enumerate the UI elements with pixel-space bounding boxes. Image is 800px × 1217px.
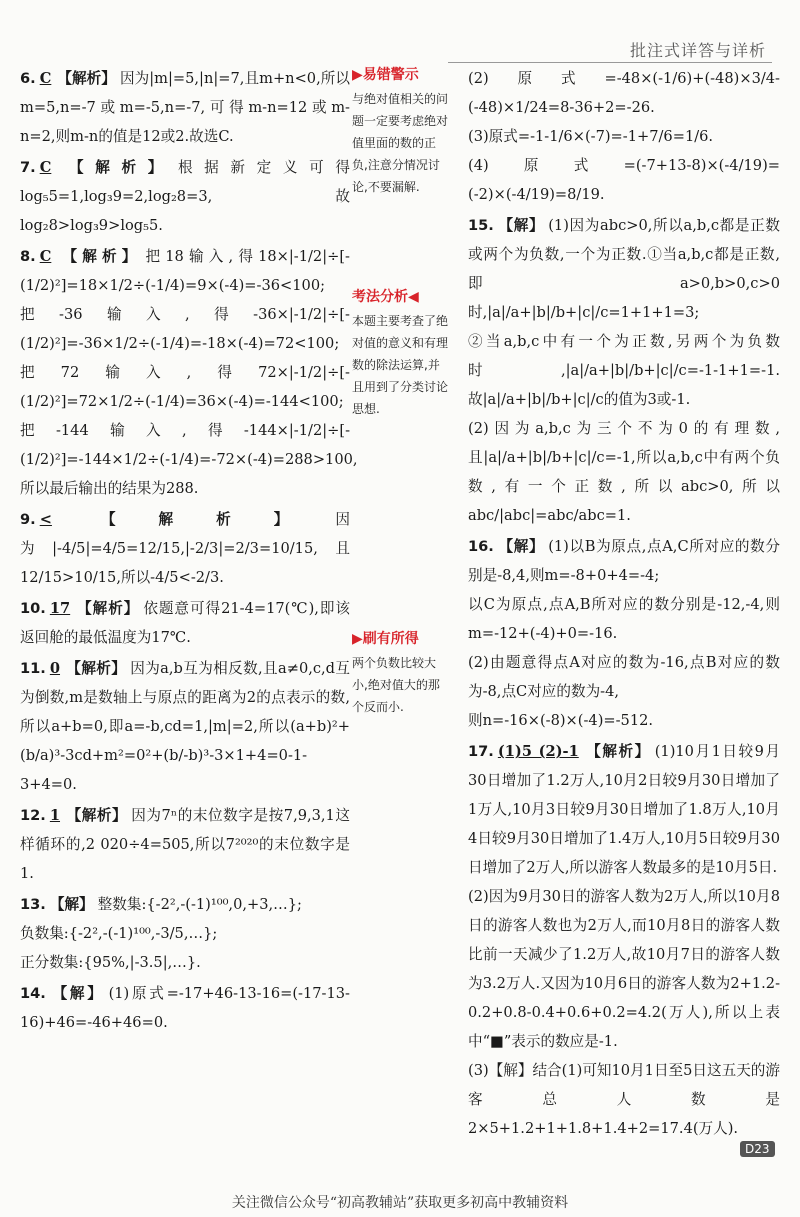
item-tag: 【解析】 — [66, 660, 127, 677]
answer-line — [468, 122, 780, 151]
note-title: 考法分析◀ — [352, 289, 419, 305]
answer-line — [468, 151, 780, 209]
right-column — [468, 64, 780, 1145]
line-text: (2)因为9月30日的游客人数为2万人,所以10月8日的游客人数也为2万人,而10月8日的游客人数比前一天减少了1.2万人,故10月7日的游客人数为3.2万人.又因为10月6日的游客人数为2+1.2-0.2+0.8-0.4+0.6+0.2=4.2(万人),所以上表中“■”表示的数应是-1. — [468, 888, 780, 1050]
line-text: 把18输入,得18×|-1/2|÷[-(1/2)²]=18×1/2÷(-1/4)=9×(-4)=-36<100;把-36输入,得-36×|-1/2|÷[-(1/2)²]=-36×1/2÷(-1/4)=-18×(-4)=72<100;把72输入,得72×|-1/2|÷[-(1/2)²]=72×1/2÷(-1/4)=36×(-4)=-144<100;把-144输入,得-144×|-1/2|÷[-(1/2)²]=-144×1/2÷(-1/4)=-72×(-4)=288>100,所以最后输出的结果为288. — [20, 248, 358, 497]
line-text: 因为a,b互为相反数,且a≠0,c,d互为倒数,m是数轴上与原点的距离为2的点表示的数,所以a+b=0,即a=-b,cd=1,|m|=2,所以(a+b)²+(b/a)³-3cd+m²=0²+(b/-b)³-3×1+4=0-1-3+4=0. — [20, 660, 350, 793]
item-answer: (1)5 (2)-1 — [497, 743, 579, 760]
answer-item — [20, 594, 350, 652]
item-number: 16. — [468, 538, 494, 555]
answer-item — [20, 64, 350, 151]
answer-item — [20, 505, 350, 592]
answer-line — [468, 414, 780, 530]
answer-line — [20, 654, 350, 799]
answer-item — [468, 532, 780, 735]
item-number: 8. — [20, 248, 36, 265]
answer-line — [468, 648, 780, 706]
note-text: 两个负数比较大小,绝对值大的那个反而小. — [352, 656, 440, 714]
answer-line — [20, 153, 350, 240]
item-tag: 【解析】 — [57, 159, 174, 176]
line-text: ②当a,b,c中有一个为正数,另两个为负数时,|a|/a+|b|/b+|c|/c=-1-1+1=-1.故|a|/a+|b|/b+|c|/c的值为3或-1. — [468, 333, 780, 408]
item-number: 14. — [20, 985, 46, 1002]
answer-item — [20, 979, 350, 1037]
item-number: 12. — [20, 807, 46, 824]
answer-line — [468, 64, 780, 122]
item-tag: 【解析】 — [57, 248, 142, 265]
answer-item — [20, 242, 358, 503]
answer-line — [468, 737, 780, 882]
item-answer: 1 — [49, 807, 61, 824]
answer-item — [20, 801, 350, 888]
line-text: 因为|-4/5|=4/5=12/15,|-2/3|=2/3=10/15,且12/15>10/15,所以-4/5<-2/3. — [20, 511, 350, 586]
item-number: 6. — [20, 70, 36, 87]
answer-line — [468, 1056, 780, 1143]
item-number: 9. — [20, 511, 36, 528]
item-answer: C — [39, 248, 52, 265]
line-text: (1)因为abc>0,所以a,b,c都是正数或两个为负数,一个为正数.①当a,b,c都是正数,即a>0,b>0,c>0时,|a|/a+|b|/b+|c|/c=1+1+1=3; — [468, 217, 780, 321]
answer-line — [468, 211, 780, 327]
answer-line — [20, 890, 350, 919]
item-tag: 【解析】 — [66, 807, 128, 824]
answer-line — [20, 242, 358, 503]
answer-line — [20, 979, 350, 1037]
line-text: (2)原式=-48×(-1/6)+(-48)×3/4-(-48)×1/24=8-36+2=-26. — [468, 70, 780, 116]
answer-line — [20, 801, 350, 888]
line-text: (1)原式=-17+46-13-16=(-17-13-16)+46=-46+46=0. — [20, 985, 350, 1031]
line-text: 负数集:{-2²,-(-1)¹⁰⁰,-3/5,…}; — [20, 925, 218, 942]
item-tag: 【解】 — [497, 217, 545, 234]
note-3 — [352, 628, 450, 718]
item-tag: 【解】 — [49, 985, 105, 1002]
page-header-title: 批注式详答与详析 — [629, 41, 766, 60]
item-number: 7. — [20, 159, 36, 176]
answer-line — [20, 948, 350, 977]
line-text: 依题意可得21-4=17(℃),即该返回舱的最低温度为17℃. — [20, 600, 350, 646]
header-divider — [448, 62, 772, 63]
answer-item — [468, 737, 780, 1143]
line-text: (2)因为a,b,c为三个不为0的有理数,且|a|/a+|b|/b+|c|/c=-1,所以a,b,c中有两个负数,有一个正数,所以abc>0,所以abc/|abc|=abc/abc=1. — [468, 420, 780, 524]
line-text: (2)由题意得点A对应的数为-16,点B对应的数为-8,点C对应的数为-4, — [468, 654, 780, 700]
item-tag: 【解析】 — [57, 70, 116, 87]
left-column — [20, 64, 358, 1039]
line-text: (1)10月1日较9月30日增加了1.2万人,10月2日较9月30日增加了1万人,10月3日较9月30日增加了1.8万人,10月4日较9月30日增加了1.4万人,10月5日较9月30日增加了2万人,所以游客人数最多的是10月5日. — [468, 743, 780, 876]
note-1 — [352, 64, 450, 198]
item-tag: 【解析】 — [584, 743, 651, 760]
answer-line — [468, 882, 780, 1056]
answer-line — [20, 919, 350, 948]
line-text: 整数集:{-2²,-(-1)¹⁰⁰,0,+3,…}; — [97, 896, 302, 913]
note-2 — [352, 286, 450, 420]
line-text: 则n=-16×(-8)×(-4)=-512. — [468, 712, 654, 729]
note-title: ▶易错警示 — [352, 67, 419, 83]
item-answer: C — [39, 159, 52, 176]
answer-line — [468, 327, 780, 414]
line-text: 正分数集:{95%,|-3.5|,…}. — [20, 954, 201, 971]
line-text: 因为|m|=5,|n|=7,且m+n<0,所以m=5,n=-7或m=-5,n=-7,可得m-n=12或m-n=2,则m-n的值是12或2.故选C. — [20, 70, 350, 145]
answer-line — [20, 594, 350, 652]
answer-item — [20, 890, 350, 977]
item-tag: 【解析】 — [57, 511, 332, 528]
item-number: 11. — [20, 660, 46, 677]
item-answer: 17 — [49, 600, 71, 617]
answer-line — [468, 590, 780, 648]
note-text: 与绝对值相关的问题一定要考虑绝对值里面的数的正负,注意分情况讨论,不要漏解. — [352, 92, 449, 194]
answer-item — [20, 654, 350, 799]
line-text: (3)【解】结合(1)可知10月1日至5日这五天的游客总人数是2×5+1.2+1+1.8+1.4+2=17.4(万人). — [468, 1062, 780, 1137]
item-number: 15. — [468, 217, 494, 234]
answer-item — [20, 153, 350, 240]
note-title: ▶刷有所得 — [352, 631, 419, 647]
line-text: 根据新定义可得log₅5=1,log₃9=2,log₂8=3,故log₂8>log₃9>log₅5. — [20, 159, 350, 234]
note-text: 本题主要考查了绝对值的意义和有理数的除法运算,并且用到了分类讨论思想. — [352, 314, 449, 416]
item-tag: 【解】 — [49, 896, 94, 913]
item-answer: < — [39, 511, 52, 528]
item-answer: 0 — [49, 660, 61, 677]
item-tag: 【解】 — [497, 538, 545, 555]
line-text: 以C为原点,点A,B所对应的数分别是-12,-4,则m=-12+(-4)+0=-16. — [468, 596, 780, 642]
answer-line — [20, 64, 350, 151]
item-tag: 【解析】 — [76, 600, 140, 617]
line-text: (1)以B为原点,点A,C所对应的数分别是-8,4,则m=-8+0+4=-4; — [468, 538, 780, 584]
line-text: (3)原式=-1-1/6×(-7)=-1+7/6=1/6. — [468, 128, 714, 145]
page-number: D23 — [740, 1141, 775, 1157]
item-number: 13. — [20, 896, 46, 913]
answer-item — [468, 211, 780, 530]
item-answer: C — [39, 70, 52, 87]
answer-line — [468, 706, 780, 735]
footer-text: 关注微信公众号“初高教辅站”获取更多初高中教辅资料 — [231, 1195, 569, 1211]
item-number: 17. — [468, 743, 494, 760]
item-number: 10. — [20, 600, 46, 617]
answer-line — [20, 505, 350, 592]
line-text: 因为7ⁿ的末位数字是按7,9,3,1这样循环的,2 020÷4=505,所以7²⁰²⁰的末位数字是1. — [20, 807, 350, 882]
answer-item — [468, 64, 780, 209]
line-text: (4)原式=(-7+13-8)×(-4/19)=(-2)×(-4/19)=8/19. — [468, 157, 780, 203]
answer-line — [468, 532, 780, 590]
